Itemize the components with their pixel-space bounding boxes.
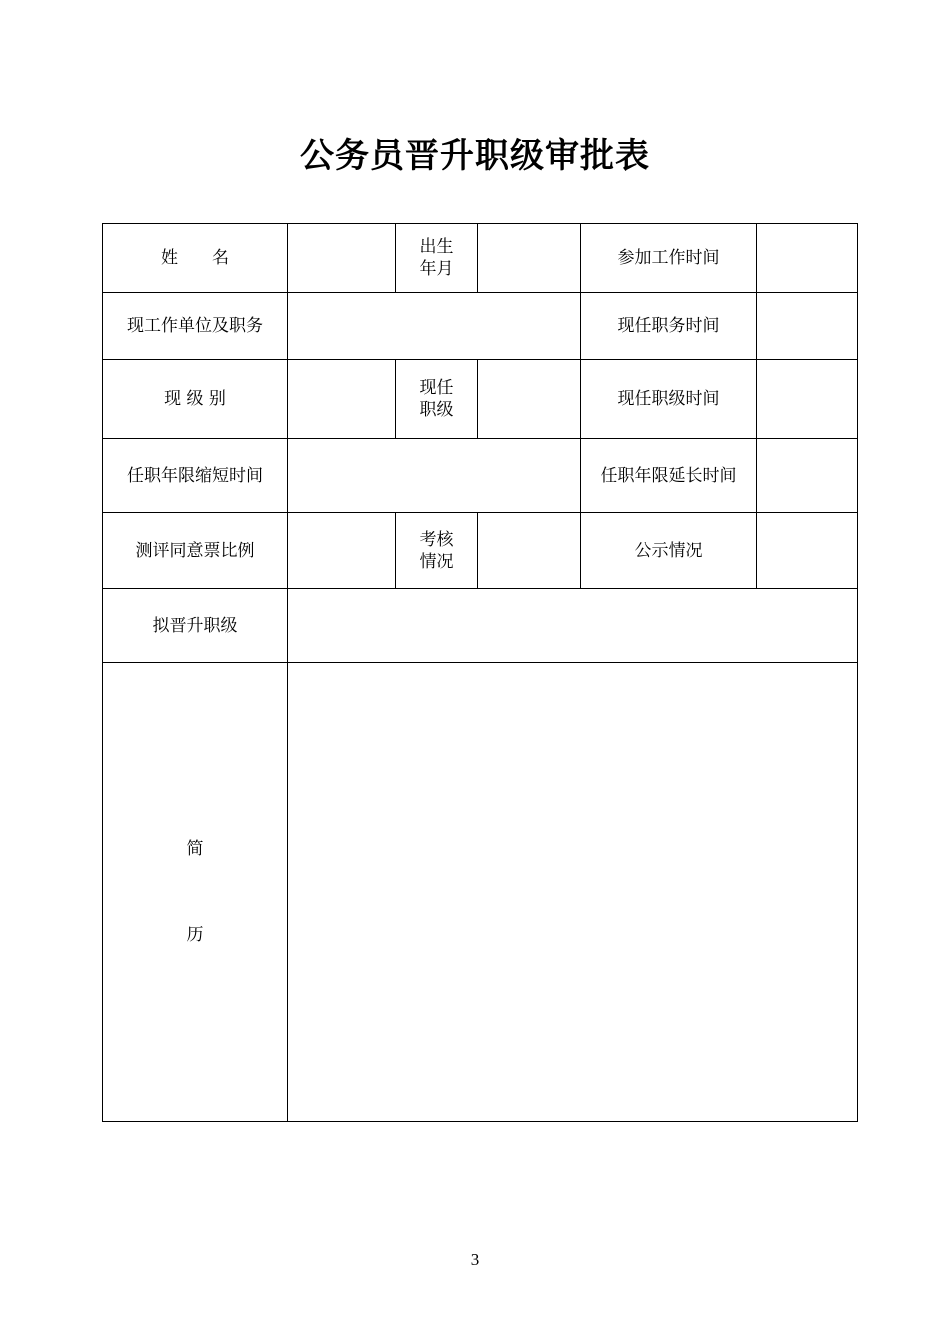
publicity-label: 公示情况 xyxy=(581,513,757,589)
table-row xyxy=(103,663,858,1122)
resume-label xyxy=(103,663,288,1122)
unit-position-value-cell[interactable] xyxy=(288,293,581,360)
name-value-cell[interactable] xyxy=(288,224,396,293)
vote-ratio-value-cell[interactable] xyxy=(288,513,396,589)
current-level-label: 现 级 别 xyxy=(103,360,288,439)
birth-label-line1: 出生 xyxy=(419,237,454,257)
position-time-value-cell[interactable] xyxy=(757,293,858,360)
proposed-rank-label: 拟晋升职级 xyxy=(103,589,288,663)
work-start-value-cell[interactable] xyxy=(757,224,858,293)
tenure-extend-value-cell[interactable] xyxy=(757,439,858,513)
vote-ratio-label: 测评同意票比例 xyxy=(103,513,288,589)
table-row xyxy=(103,589,858,663)
current-rank-label-line1: 现任 xyxy=(419,378,454,398)
birth-value-cell[interactable] xyxy=(478,224,581,293)
proposed-rank-value-cell[interactable] xyxy=(288,589,858,663)
page-title: 公务员晋升职级审批表 xyxy=(300,136,650,176)
approval-form-table xyxy=(102,223,858,1122)
publicity-value-cell[interactable] xyxy=(757,513,858,589)
table-row xyxy=(103,360,858,439)
resume-label-char2: 历 xyxy=(186,925,204,945)
assessment-label-line1: 考核 xyxy=(419,529,454,550)
unit-position-label: 现工作单位及职务 xyxy=(103,293,288,360)
position-time-label: 现任职务时间 xyxy=(581,293,757,360)
tenure-extend-label: 任职年限延长时间 xyxy=(581,439,757,513)
assessment-label-line2: 情况 xyxy=(419,551,454,572)
page-number: 3 xyxy=(470,1250,480,1269)
current-level-value-cell[interactable] xyxy=(288,360,396,439)
table-row xyxy=(103,224,858,293)
current-rank-value-cell[interactable] xyxy=(478,360,581,439)
table-row xyxy=(103,293,858,360)
table-row xyxy=(103,513,858,589)
resume-value-cell[interactable] xyxy=(288,663,858,1122)
tenure-shorten-label: 任职年限缩短时间 xyxy=(103,439,288,513)
tenure-shorten-value-cell[interactable] xyxy=(288,439,581,513)
rank-time-value-cell[interactable] xyxy=(757,360,858,439)
assessment-label xyxy=(396,513,478,589)
birth-label-line2: 年月 xyxy=(419,259,454,279)
current-rank-label xyxy=(396,360,478,439)
current-rank-label-line2: 职级 xyxy=(419,400,454,420)
table-row xyxy=(103,439,858,513)
assessment-value-cell[interactable] xyxy=(478,513,581,589)
work-start-label: 参加工作时间 xyxy=(581,224,757,293)
resume-label-char1: 简 xyxy=(186,839,204,859)
name-label: 姓 名 xyxy=(103,224,288,293)
birth-label xyxy=(396,224,478,293)
rank-time-label: 现任职级时间 xyxy=(581,360,757,439)
